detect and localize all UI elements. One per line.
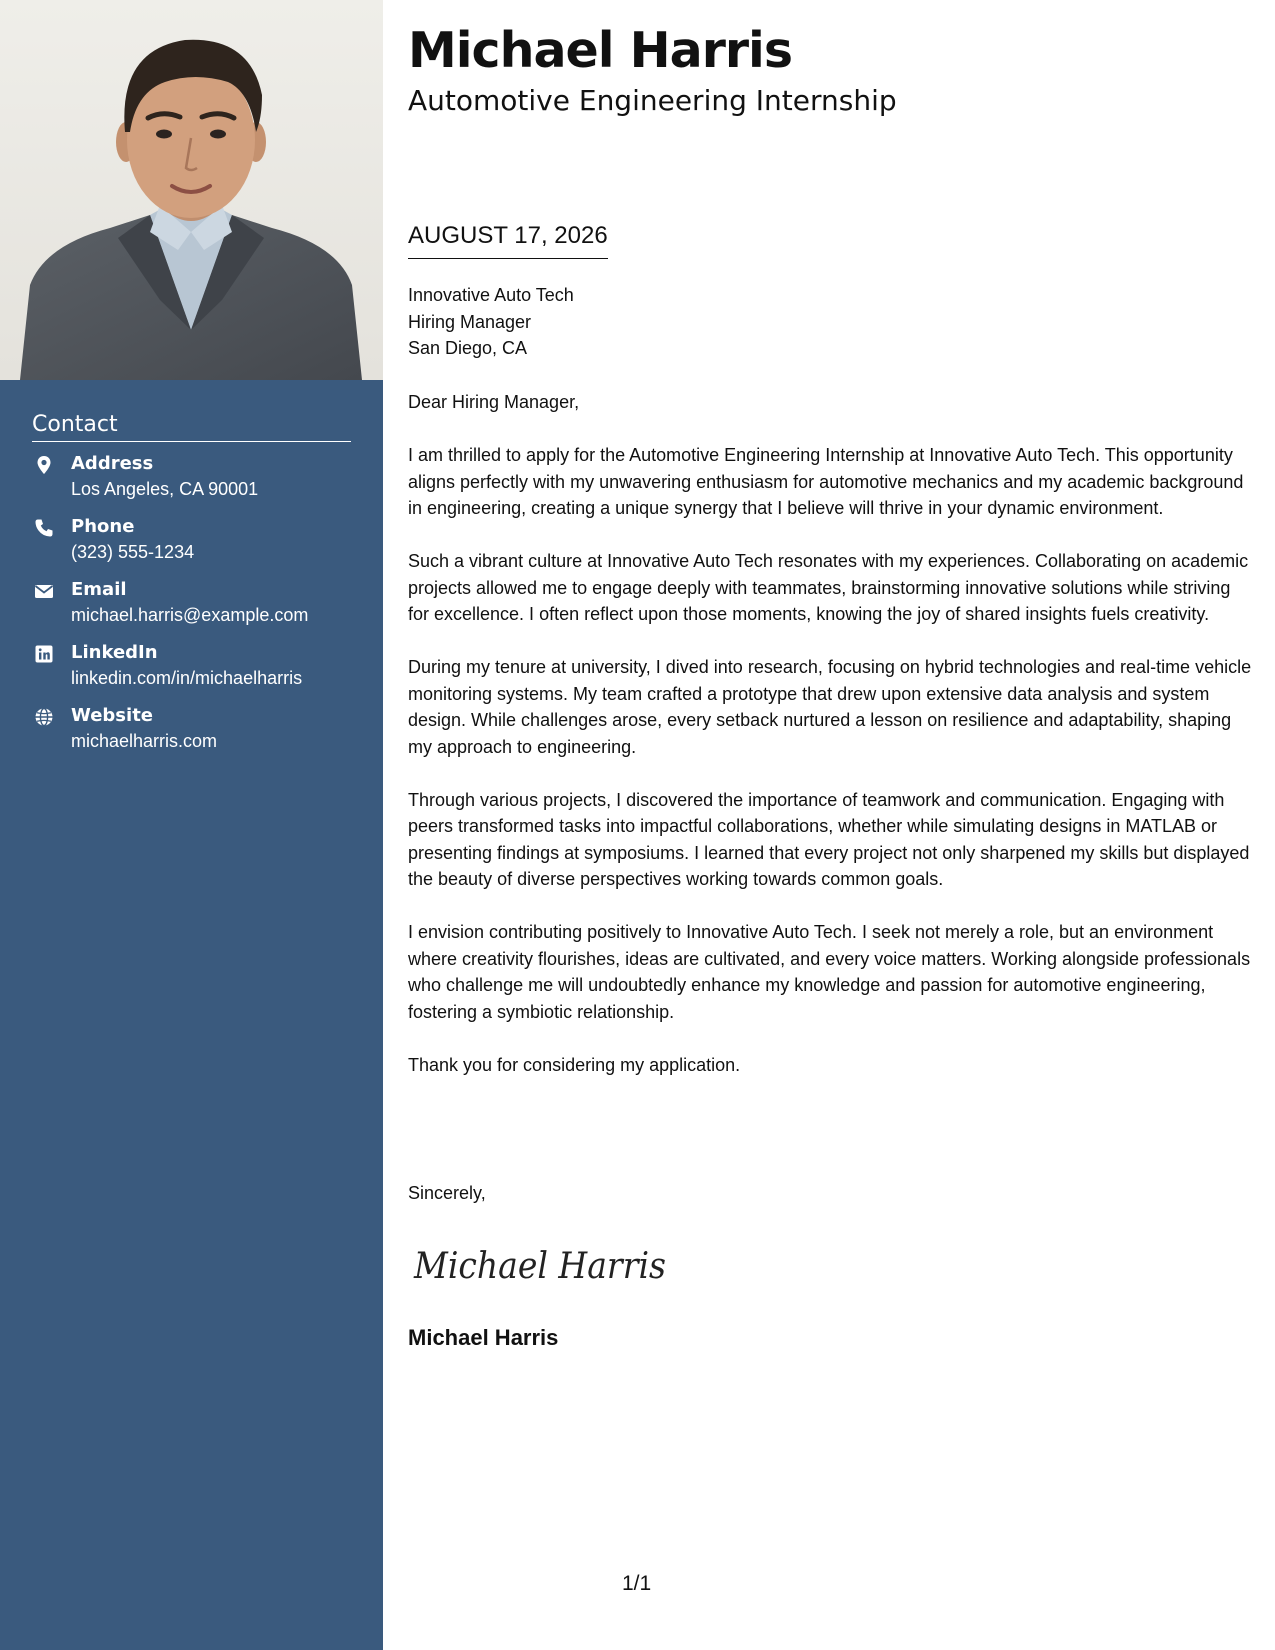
handwritten-signature: [408, 1236, 678, 1296]
paragraph: Such a vibrant culture at Innovative Auto Tech resonates with my experiences. Collaborating on academic projects allowed me to engage deeply with teammates, brainstorming innovative solutions while striving for excellence. I often reflect upon those moments, knowing the joy of shared insights fuels creativity.: [408, 551, 1249, 624]
envelope-icon: [34, 581, 54, 601]
paragraph: Thank you for considering my application.: [408, 1054, 741, 1075]
website-label: Website: [71, 705, 154, 726]
sidebar: [0, 0, 383, 1650]
contact-linkedin: [32, 641, 351, 691]
linkedin-icon: [34, 644, 54, 664]
signature-text: Michael Harris: [413, 1246, 666, 1287]
letter-content: [408, 389, 1253, 1105]
website-value[interactable]: michaelharris.com: [71, 731, 218, 751]
map-pin-icon: [34, 455, 54, 475]
phone-label: Phone: [71, 516, 135, 537]
recipient-company: Innovative Auto Tech: [408, 285, 574, 305]
linkedin-label: LinkedIn: [71, 642, 158, 663]
contact-section: [32, 412, 351, 767]
signer-name: Michael Harris: [408, 1325, 559, 1350]
contact-heading: Contact: [32, 412, 351, 442]
paragraph: I envision contributing positively to Innovative Auto Tech. I seek not merely a role, but an environment where creativity flourishes, ideas are cultivated, and every voice matters. Working alongside professionals who challenge me will undoubtedly enhance my knowledge and passion for automotive engineering, fostering a symbiotic relationship.: [408, 922, 1251, 1022]
recipient-role: Hiring Manager: [408, 311, 532, 332]
closing: Sincerely,: [408, 1183, 486, 1203]
contact-phone: [32, 515, 351, 565]
salutation: Dear Hiring Manager,: [408, 392, 580, 412]
contact-address: [32, 452, 351, 502]
address-label: Address: [71, 453, 154, 474]
paragraph: I am thrilled to apply for the Automotive Engineering Internship at Innovative Auto Tech. This opportunity aligns perfectly with my unwavering enthusiasm for automotive mechanics and my academic background in engineering, creating a unique synergy that I believe will thrive in your dynamic environment.: [408, 445, 1244, 518]
job-title: Automotive Engineering Internship: [408, 84, 897, 117]
applicant-name: Michael Harris: [408, 22, 793, 79]
address-value: Los Angeles, CA 90001: [71, 479, 259, 499]
contact-website: [32, 704, 351, 754]
paragraph: During my tenure at university, I dived into research, focusing on hybrid technologies and real-time vehicle monitoring systems. My team crafted a prototype that drew upon extensive data analysis and system design. While challenges arose, every setback nurtured a lesson on resilience and adaptability, shaping my approach to engineering.: [408, 657, 1252, 757]
contact-email: [32, 578, 351, 628]
globe-icon: [34, 707, 54, 727]
letter-date: AUGUST 17, 2026: [408, 222, 608, 259]
page-number: 1/1: [622, 1572, 652, 1595]
phone-icon: [34, 518, 54, 538]
recipient-location: San Diego, CA: [408, 338, 528, 358]
email-value[interactable]: michael.harris@example.com: [71, 605, 309, 625]
email-label: Email: [71, 579, 127, 600]
recipient-block: [408, 282, 574, 362]
phone-value: (323) 555-1234: [71, 542, 195, 562]
linkedin-value[interactable]: linkedin.com/in/michaelharris: [71, 668, 303, 688]
paragraph: Through various projects, I discovered the importance of teamwork and communication. Engaging with peers transformed tasks into impactful collaborations, whether while simulating designs in MATLAB or presenting findings at symposiums. I learned that every project not only sharpened my skills but displayed the beauty of diverse perspectives working towards common goals.: [408, 789, 1250, 889]
profile-photo: [0, 0, 383, 380]
